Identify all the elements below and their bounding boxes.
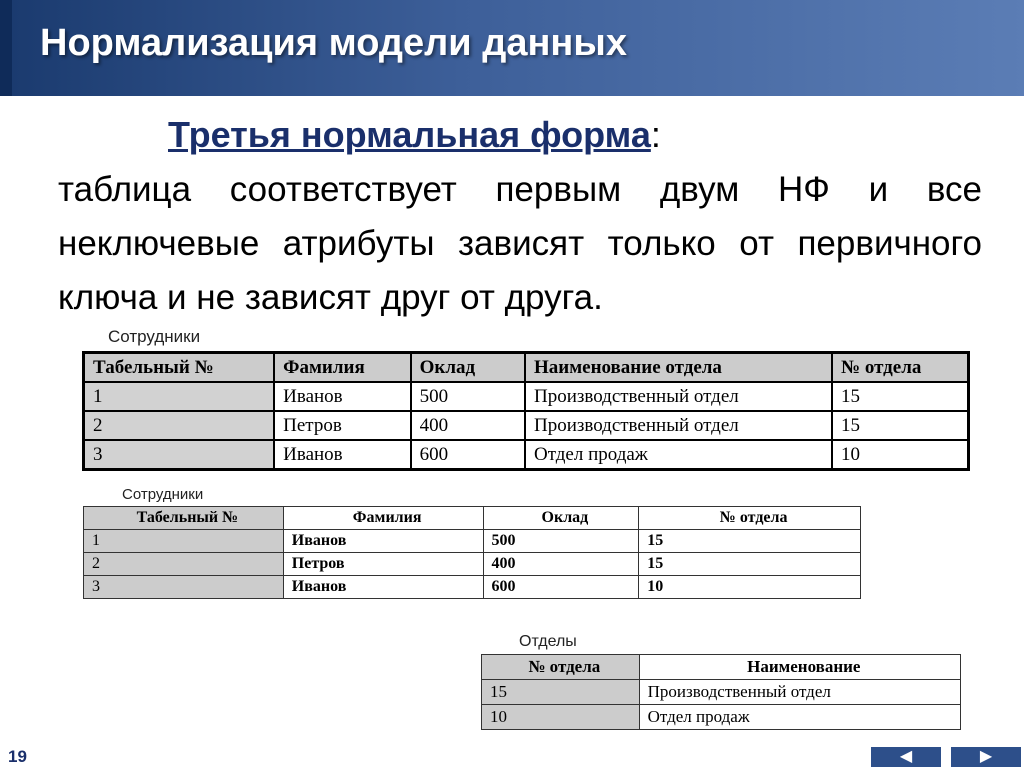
title-bar-stripe [0, 0, 12, 96]
table-row [84, 553, 861, 576]
column-header: Наименование [639, 655, 960, 680]
table-cell: 1 [84, 530, 284, 553]
table-row [84, 382, 969, 411]
table-header-row [84, 507, 861, 530]
column-header: Фамилия [274, 353, 410, 383]
table-cell: Отдел продаж [639, 705, 960, 730]
table-cell: Иванов [283, 530, 483, 553]
table-cell: 2 [84, 411, 275, 440]
column-header: № отдела [482, 655, 640, 680]
heading-term: Третья нормальная форма [168, 114, 651, 155]
table-cell: 15 [832, 411, 969, 440]
table3-caption: Отделы [519, 633, 577, 650]
table-row [84, 576, 861, 599]
table-cell: 3 [84, 576, 284, 599]
page-number: 19 [8, 747, 27, 766]
table-cell: 600 [411, 440, 525, 470]
table-cell: Производственный отдел [639, 680, 960, 705]
table-cell: Производственный отдел [525, 382, 832, 411]
table-header-row [482, 655, 961, 680]
table-cell: Иванов [274, 440, 410, 470]
table-row [84, 411, 969, 440]
table-cell: Иванов [274, 382, 410, 411]
table-cell: 500 [411, 382, 525, 411]
slide-title: Нормализация модели данных [40, 22, 627, 64]
table-row [84, 440, 969, 470]
definition-paragraph: таблица соответствует первым двум НФ и все неключевые атрибуты зависят только от первичного ключа и не зависят друг от друга. [58, 170, 982, 317]
departments-table [481, 654, 961, 730]
column-header: Фамилия [283, 507, 483, 530]
section-heading [168, 114, 661, 156]
title-bar [0, 0, 1024, 96]
arrow-left-icon: ◀ [899, 748, 913, 765]
table2-caption: Сотрудники [122, 486, 204, 503]
table-cell: 600 [483, 576, 639, 599]
table1-caption: Сотрудники [108, 327, 201, 346]
column-header: Оклад [411, 353, 525, 383]
table-cell: 15 [832, 382, 969, 411]
table-cell: 15 [639, 530, 861, 553]
column-header: Наименование отдела [525, 353, 832, 383]
table-cell: 2 [84, 553, 284, 576]
table-cell: Отдел продаж [525, 440, 832, 470]
heading-colon: : [650, 114, 661, 155]
table-cell: 400 [411, 411, 525, 440]
table-cell: Петров [274, 411, 410, 440]
table-row [482, 680, 961, 705]
prev-slide-button[interactable] [871, 747, 941, 767]
table-cell: Иванов [283, 576, 483, 599]
table-cell: 10 [482, 705, 640, 730]
table-row [482, 705, 961, 730]
column-header: Табельный № [84, 507, 284, 530]
arrow-right-icon: ▶ [979, 748, 993, 765]
column-header: № отдела [832, 353, 969, 383]
table-header-row [84, 353, 969, 383]
table-cell: 15 [639, 553, 861, 576]
employees-departments-table [82, 351, 970, 471]
employees-table [83, 506, 861, 599]
table-cell: 3 [84, 440, 275, 470]
table-cell: 15 [482, 680, 640, 705]
table-cell: Производственный отдел [525, 411, 832, 440]
table-cell: 10 [639, 576, 861, 599]
column-header: Оклад [483, 507, 639, 530]
table-cell: 400 [483, 553, 639, 576]
table-row [84, 530, 861, 553]
column-header: № отдела [639, 507, 861, 530]
table-cell: 500 [483, 530, 639, 553]
column-header: Табельный № [84, 353, 275, 383]
table-cell: 1 [84, 382, 275, 411]
next-slide-button[interactable] [951, 747, 1021, 767]
table-cell: Петров [283, 553, 483, 576]
table-cell: 10 [832, 440, 969, 470]
